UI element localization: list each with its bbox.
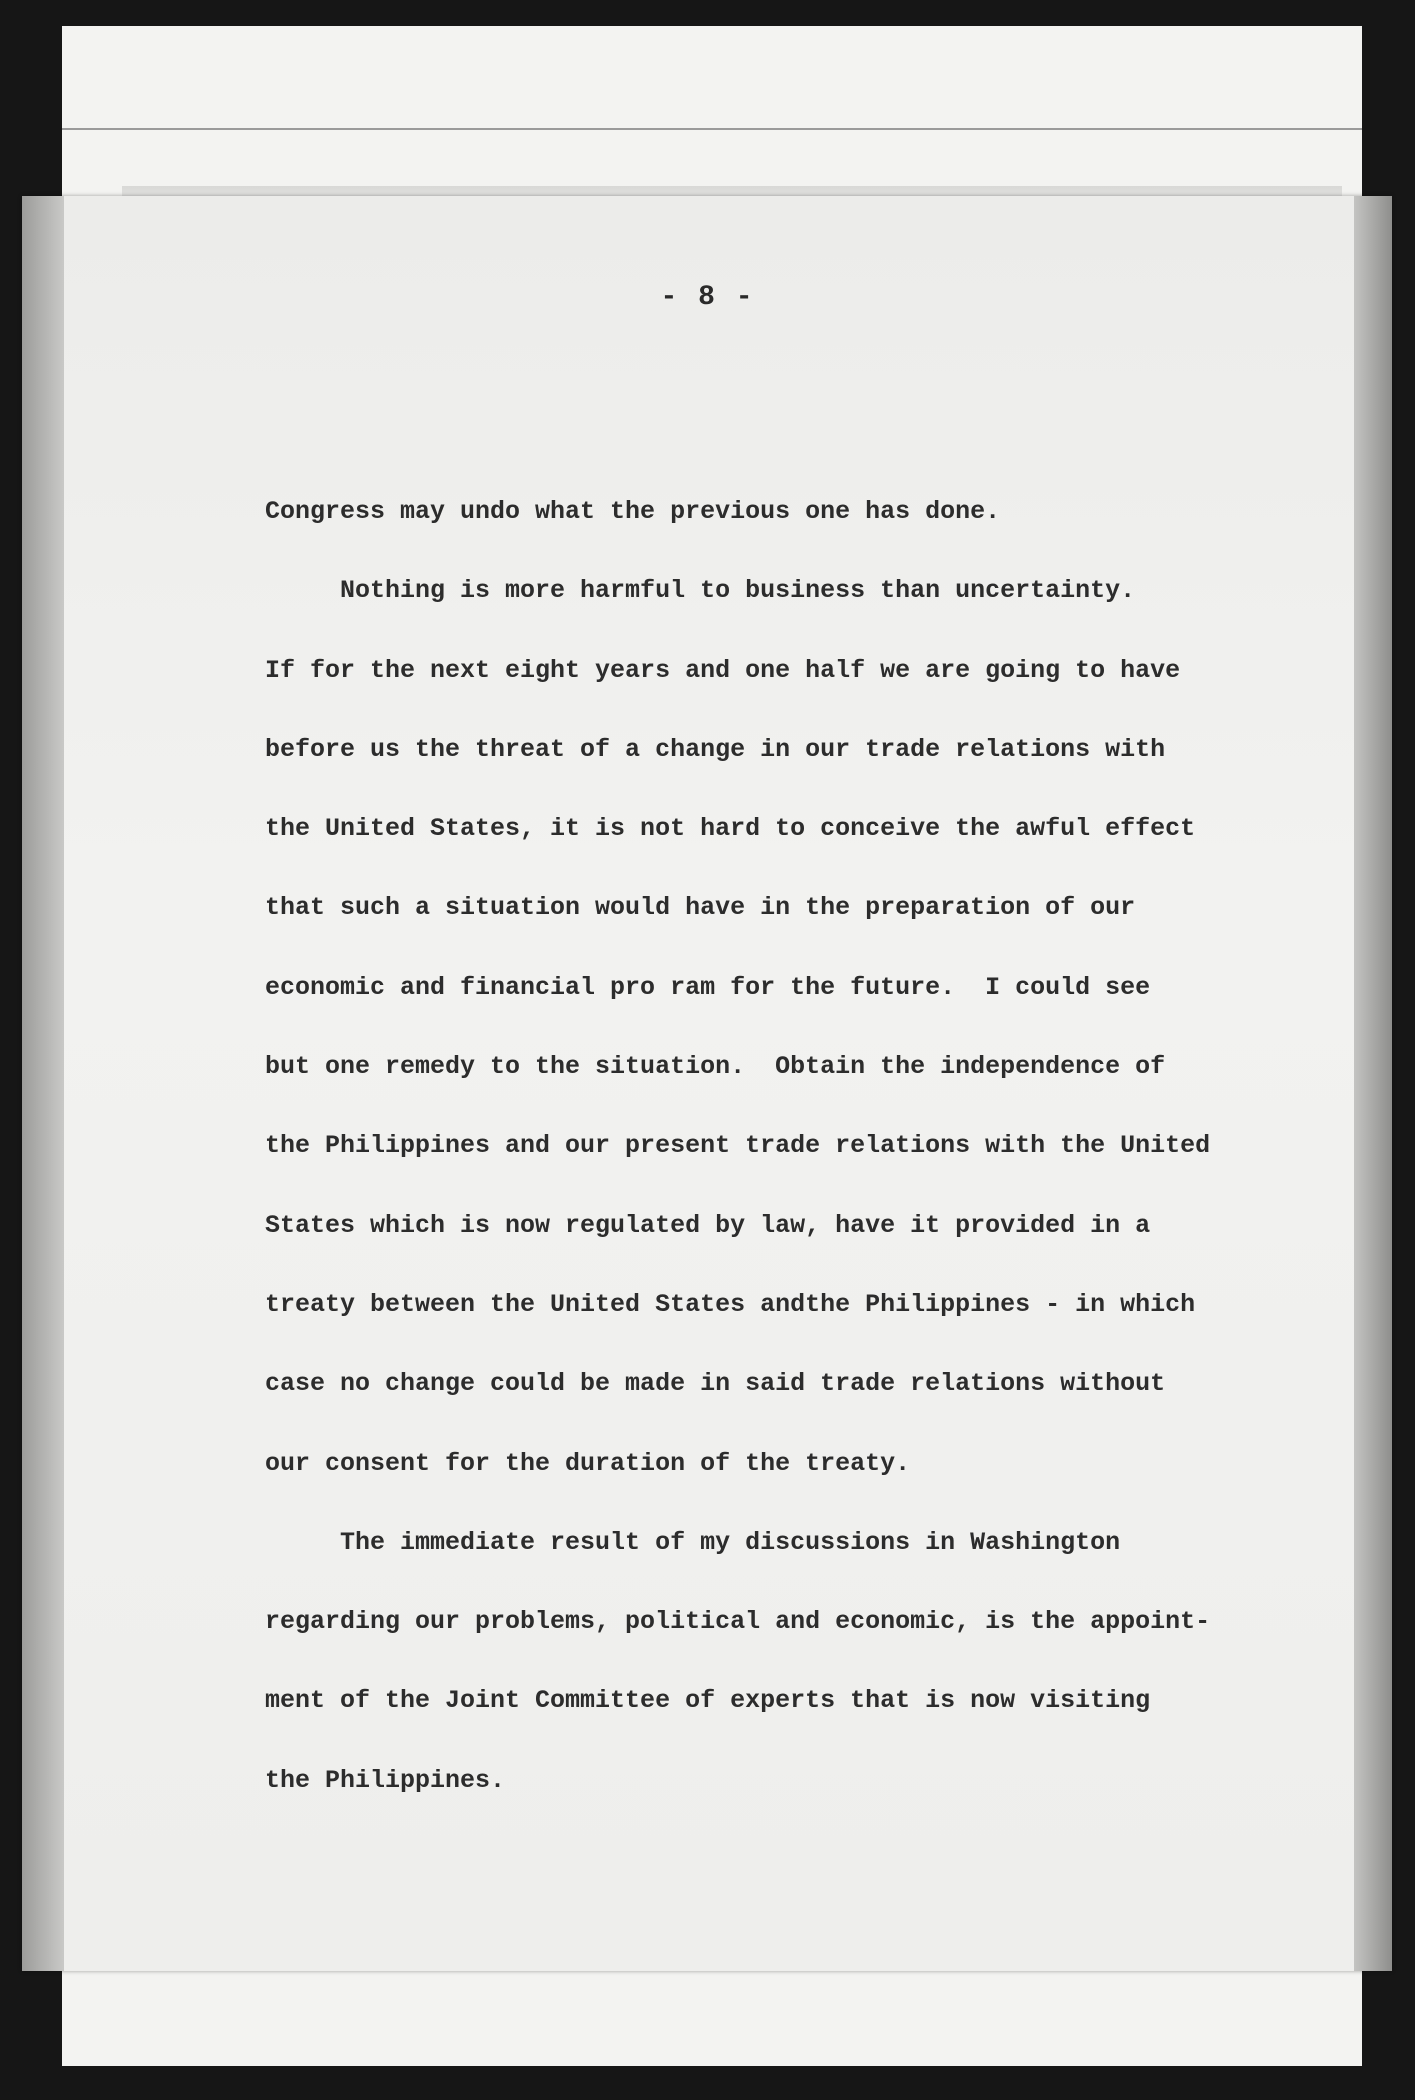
text-line: our consent for the duration of the treaty. [265, 1448, 911, 1478]
text-line: the Philippines. [265, 1765, 506, 1795]
text-line: Nothing is more harmful to business than uncertainty. [265, 576, 1136, 606]
body-text [265, 484, 1295, 1832]
text-line: If for the next eight years and one half we are going to have [265, 655, 1181, 685]
text-line: States which is now regulated by law, have it provided in a [265, 1210, 1151, 1240]
text-line: Congress may undo what the previous one has done. [265, 497, 1001, 526]
left-scan-margin [22, 196, 64, 1971]
text-line: but one remedy to the situation. Obtain the independence of [265, 1052, 1166, 1082]
page-number: - 8 - [660, 282, 755, 313]
right-scan-margin [1354, 196, 1392, 1971]
text-line: that such a situation would have in the preparation of our [265, 893, 1136, 923]
text-line: ment of the Joint Committee of experts that is now visiting [265, 1686, 1151, 1716]
text-line: case no change could be made in said trade relations without [265, 1369, 1166, 1399]
text-line: regarding our problems, political and economic, is the appoint- [265, 1607, 1211, 1637]
fold-line [62, 128, 1362, 130]
text-line: before us the threat of a change in our trade relations with [265, 734, 1166, 764]
text-line: the United States, it is not hard to conceive the awful effect [265, 814, 1196, 844]
text-line: economic and financial pro ram for the future. I could see [265, 972, 1151, 1002]
text-line: treaty between the United States andthe Philippines - in which [265, 1289, 1196, 1319]
text-line: the Philippines and our present trade relations with the United [265, 1131, 1211, 1161]
text-line: The immediate result of my discussions in Washington [265, 1527, 1121, 1557]
